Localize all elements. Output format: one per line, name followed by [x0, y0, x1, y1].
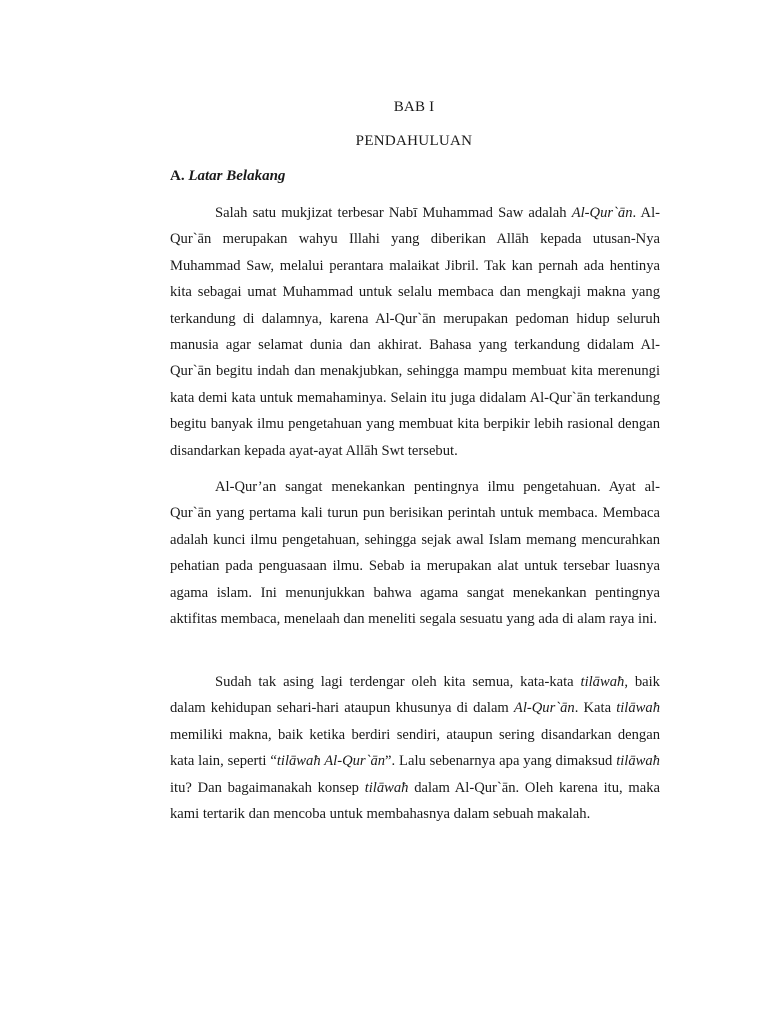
p3-text-e: ”. Lalu sebenarnya apa yang dimaksud	[385, 753, 617, 770]
p3-text-f: itu? Dan bagaimanakah konsep	[170, 779, 365, 796]
paragraph-3	[170, 669, 660, 827]
paragraph-1	[170, 200, 660, 464]
p3-term-tilawah-2: tilāwaħ	[616, 700, 660, 717]
p3-text-a: Sudah tak asing lagi terdengar oleh kita semua, kata-kata	[215, 674, 581, 690]
chapter-number: BAB I	[393, 99, 435, 115]
section-marker: A.	[170, 168, 185, 184]
section-title: Latar Belakang	[188, 168, 286, 184]
chapter-title: PENDAHULUAN	[355, 133, 473, 149]
p3-text-b: , baik dalam kehidupan sehari-hari ataupun khusunya di dalam	[170, 674, 660, 717]
p1-text-a: Salah satu mukjizat terbesar Nabī Muhammad Saw adalah	[215, 205, 572, 221]
p3-term-alquran: Al-Qur`ān	[513, 700, 575, 717]
p3-term-tilawah-alquran: tilāwaħ Al-Qur`ān	[276, 753, 386, 770]
p1-text-b: . Al-Qur`ān merupakan wahyu Illahi yang diberikan Allāh kepada utusan-Nya Muhammad Saw, melalui perantara malaikat Jibril. Tak kan pernah ada hentinya kita sebagai umat Muhammad untuk selalu membaca dan mengkaji makna yang terkandung di dalamnya, karena Al-Qur`ān merupakan pedoman hidup seluruh manusia agar selamat dunia dan akhirat. Bahasa yang terkandung didalam Al-Qur`ān begitu indah dan menakjubkan, sehingga mampu membuat kita merenungi kata demi kata untuk memahaminya. Selain itu juga didalam Al-Qur`ān terkandung begitu banyak ilmu pengetahuan yang membuat kita berpikir lebih rasional dengan disandarkan kepada ayat-ayat Allāh Swt tersebut.	[170, 205, 660, 459]
section-heading	[170, 168, 285, 185]
p3-text-c: . Kata	[574, 700, 617, 717]
p3-text-d: memiliki makna, baik ketika berdiri sendiri, ataupun sering disandarkan dengan kata lain, seperti “	[170, 726, 660, 770]
p3-term-tilawah-1: tilāwaħ	[580, 674, 625, 690]
p3-term-tilawah-3: tilāwaħ	[616, 753, 660, 770]
paragraph-2	[170, 474, 660, 632]
p2-text: Al-Qur’an sangat menekankan pentingnya ilmu pengetahuan. Ayat al-Qur`ān yang pertama kali turun pun berisikan perintah untuk membaca. Membaca adalah kunci ilmu pengetahuan, sehingga sejak awal Islam memang mencurahkan pehatian pada penguasaan ilmu. Sebab ia merupakan alat untuk tersebar luasnya agama islam. Ini menunjukkan bahwa agama sangat menekankan pentingnya aktifitas membaca, menelaah dan meneliti segala sesuatu yang ada di alam raya ini.	[170, 479, 660, 628]
p3-text-g: dalam Al-Qur`ān. Oleh karena itu, maka kami tertarik dan mencoba untuk membahasnya dalam sebuah makalah.	[170, 779, 660, 823]
p3-term-tilawah-4: tilāwaħ	[364, 779, 409, 796]
p1-term-alquran: Al-Qur`ān	[571, 205, 633, 221]
